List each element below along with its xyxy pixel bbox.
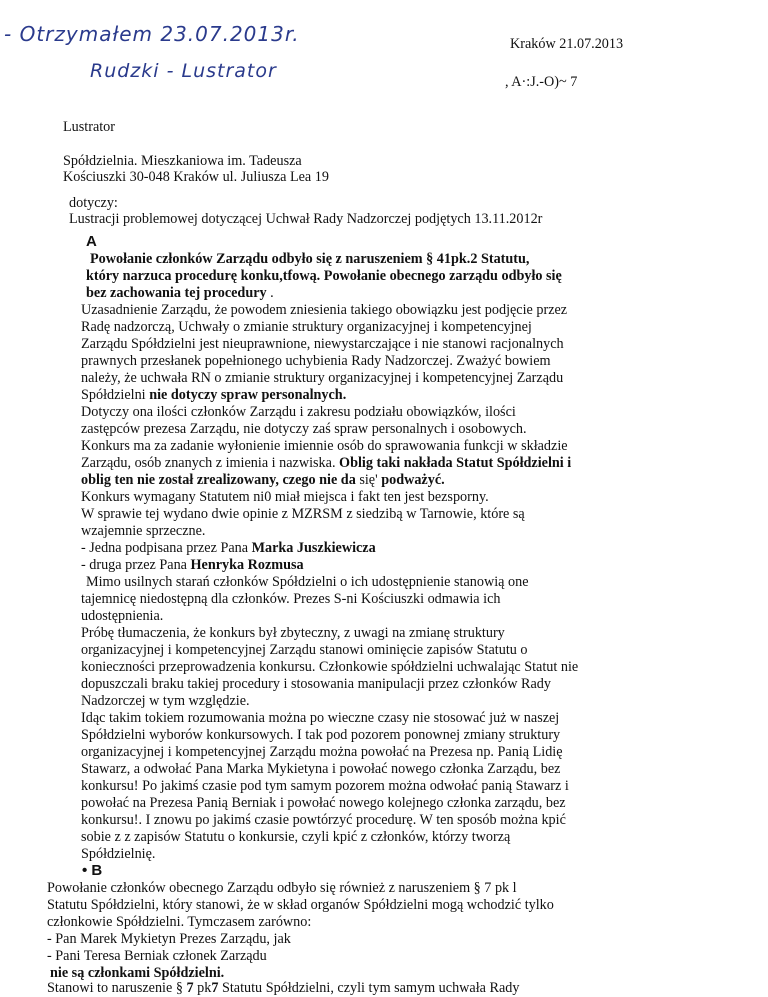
section-b-line-4: - Pan Marek Mykietyn Prezes Zarządu, jak xyxy=(47,931,291,947)
handwritten-received-note: - Otrzymałem 23.07.2013r. xyxy=(4,22,300,46)
p6-line-3: organizacyjnej i kompetencyjnej Zarządu można powołać na Prezesa np. Panią Lidię xyxy=(81,744,563,760)
p5-line-4: dopuszczali braku takiej procedury i stosowania manipulacji przez członków Rady xyxy=(81,676,551,692)
p5-line-3: konieczności przeprowadzenia konkursu. Członkowie spółdzielni uchwalając Statut nie xyxy=(81,659,579,675)
section-b-line-7-e: Statutu Spółdzielni, czyli tym samym uchwała Rady xyxy=(218,980,520,996)
p6-line-5: konkursu! Po jakimś czasie pod tym samym pozorem można odwołać panią Stawarz i xyxy=(81,778,569,794)
p2-line-5-plain: się' xyxy=(355,472,382,488)
p4-line-2: tajemnicę niedostępną dla członków. Prezes S-ni Kościuszki odmawia ich xyxy=(81,591,501,607)
p3-line-5-name: Henryka Rozmusa xyxy=(190,557,304,573)
p4-line-3: udostępnienia. xyxy=(81,608,164,624)
section-b-line-5: - Pani Teresa Berniak członek Zarządu xyxy=(47,948,267,964)
handwritten-signature: Rudzki - Lustrator xyxy=(90,60,277,82)
section-b-line-6: nie są członkami Spółdzielni. xyxy=(50,965,225,981)
p1-line-4: prawnych przesłanek popełnionego uchybienia Rady Nadzorczej. Zważyć bowiem xyxy=(81,353,551,369)
p3-line-4-plain: - Jedna podpisana przez Pana xyxy=(81,540,252,556)
section-a-heading-2: który narzuca procedurę konku,tfową. Powołanie obecnego zarządu odbyło się xyxy=(86,268,562,284)
p1-line-6-plain: Spółdzielni xyxy=(81,387,150,403)
sender: Lustrator xyxy=(63,119,116,135)
p6-line-2: Spółdzielni wyborów konkursowych. I tak pod pozorem ponownej zmiany struktury xyxy=(81,727,561,743)
heading-3-tail: . xyxy=(266,285,274,301)
section-b-line-3: członkowie Spółdzielni. Tymczasem zarówno: xyxy=(47,914,312,930)
section-b-line-7-b: 7 xyxy=(186,980,194,996)
p2-line-1: Dotyczy ona ilości członków Zarządu i zakresu podziału obowiązków, ilości xyxy=(81,404,516,420)
p4-line-1: Mimo usilnych starań członków Spółdzielni o ich udostępnienie stanowią one xyxy=(86,574,529,590)
p1-line-6 xyxy=(81,387,346,404)
p2-line-2: zastępców prezesa Zarządu, nie dotyczy zaś spraw personalnych i osobowych. xyxy=(81,421,527,437)
section-b-line-7-d: 7 xyxy=(211,980,219,996)
p6-line-8: sobie z z zapisów Statutu o konkursie, czyli kpić z członków, którzy tworzą xyxy=(81,829,511,845)
heading-3-bold: bez zachowania tej procedury xyxy=(86,285,267,301)
section-b-line-7 xyxy=(47,980,519,997)
p5-line-1: Próbę tłumaczenia, że konkurs był zbyteczny, z uwagi na zmianę struktury xyxy=(81,625,505,641)
p2-line-5 xyxy=(81,472,445,489)
p3-line-5-plain: - druga przez Pana xyxy=(81,557,191,573)
section-a-heading-1: Powołanie członków Zarządu odbyło się z naruszeniem § 41pk.2 Statutu, xyxy=(90,251,530,267)
p6-line-1: Idąc takim tokiem rozumowania można po wieczne czasy nie stosować już w naszej xyxy=(81,710,560,726)
section-b-marker: • B xyxy=(82,862,103,879)
p1-line-3: Zarządu Spółdzielni jest nieuprawnione, niewystarczające i nie stanowi racjonalnych xyxy=(81,336,564,352)
section-a-heading-3 xyxy=(86,285,274,302)
p3-line-4 xyxy=(81,540,376,557)
section-b-line-7-a: Stanowi to naruszenie § xyxy=(47,980,187,996)
p6-line-4: Stawarz, a odwołać Pana Marka Mykietyna i powołać nowego członka Zarządu, bez xyxy=(81,761,561,777)
section-b-line-2: Statutu Spółdzielni, który stanowi, że w skład organów Spółdzielni mogą wchodzić tylko xyxy=(47,897,554,913)
p6-line-6: powołać na Prezesa Panią Berniak i powołać nowego kolejnego członka zarządu, bez xyxy=(81,795,566,811)
recipient-line-1: Spółdzielnia. Mieszkaniowa im. Tadeusza xyxy=(63,153,302,169)
p1-line-1: Uzasadnienie Zarządu, że powodem zniesienia takiego obowiązku jest podjęcie przez xyxy=(81,302,568,318)
p5-line-2: organizacyjnej i kompetencyjnej Zarządu stanowi ominięcie zapisów Statutu o xyxy=(81,642,528,658)
p1-line-6-bold: nie dotyczy spraw personalnych. xyxy=(149,387,347,403)
p5-line-5: Nadzorczej w tym względzie. xyxy=(81,693,250,709)
p2-line-4-plain: Zarządu, osób znanych z imienia i nazwiska. xyxy=(81,455,340,471)
reference-number: , A·:J.-O)~ 7 xyxy=(505,74,578,90)
p3-line-2: W sprawie tej wydano dwie opinie z MZRSM z siedzibą w Tarnowie, które są xyxy=(81,506,525,522)
p2-line-5-bold-end: podważyć. xyxy=(381,472,445,488)
section-a-marker: A xyxy=(86,233,97,250)
p1-line-5: należy, że uchwała RN o zmianie struktury organizacyjnej i kompetencyjnej Zarządu xyxy=(81,370,564,386)
recipient-line-2: Kościuszki 30-048 Kraków ul. Juliusza Lea 19 xyxy=(63,169,329,185)
p2-line-4-bold: Oblig taki nakłada Statut Spółdzielni i xyxy=(339,455,572,471)
p2-line-5-bold: oblig ten nie został zrealizowany, czego nie da xyxy=(81,472,356,488)
p3-line-5 xyxy=(81,557,304,574)
p3-line-3: wzajemnie sprzeczne. xyxy=(81,523,206,539)
subject-label: dotyczy: xyxy=(69,195,118,211)
section-b-line-1: Powołanie członków obecnego Zarządu odbyło się również z naruszeniem § 7 pk l xyxy=(47,880,517,896)
p3-line-4-name: Marka Juszkiewicza xyxy=(251,540,376,556)
date-place: Kraków 21.07.2013 xyxy=(510,36,624,52)
p2-line-3: Konkurs ma za zadanie wyłonienie imiennie osób do sprawowania funkcji w składzie xyxy=(81,438,568,454)
p2-line-4 xyxy=(81,455,571,472)
subject-text: Lustracji problemowej dotyczącej Uchwał Rady Nadzorczej podjętych 13.11.2012r xyxy=(69,211,543,227)
p1-line-2: Radę nadzorczą, Uchwały o zmianie struktury organizacyjnej i kompetencyjnej xyxy=(81,319,532,335)
p3-line-1: Konkurs wymagany Statutem ni0 miał miejsca i fakt ten jest bezsporny. xyxy=(81,489,489,505)
p6-line-7: konkursu!. I znowu po jakimś czasie powtórzyć procedurę. W ten sposób można kpić xyxy=(81,812,566,828)
p6-line-9: Spółdzielnię. xyxy=(81,846,156,862)
section-b-line-7-c: pk xyxy=(193,980,212,996)
